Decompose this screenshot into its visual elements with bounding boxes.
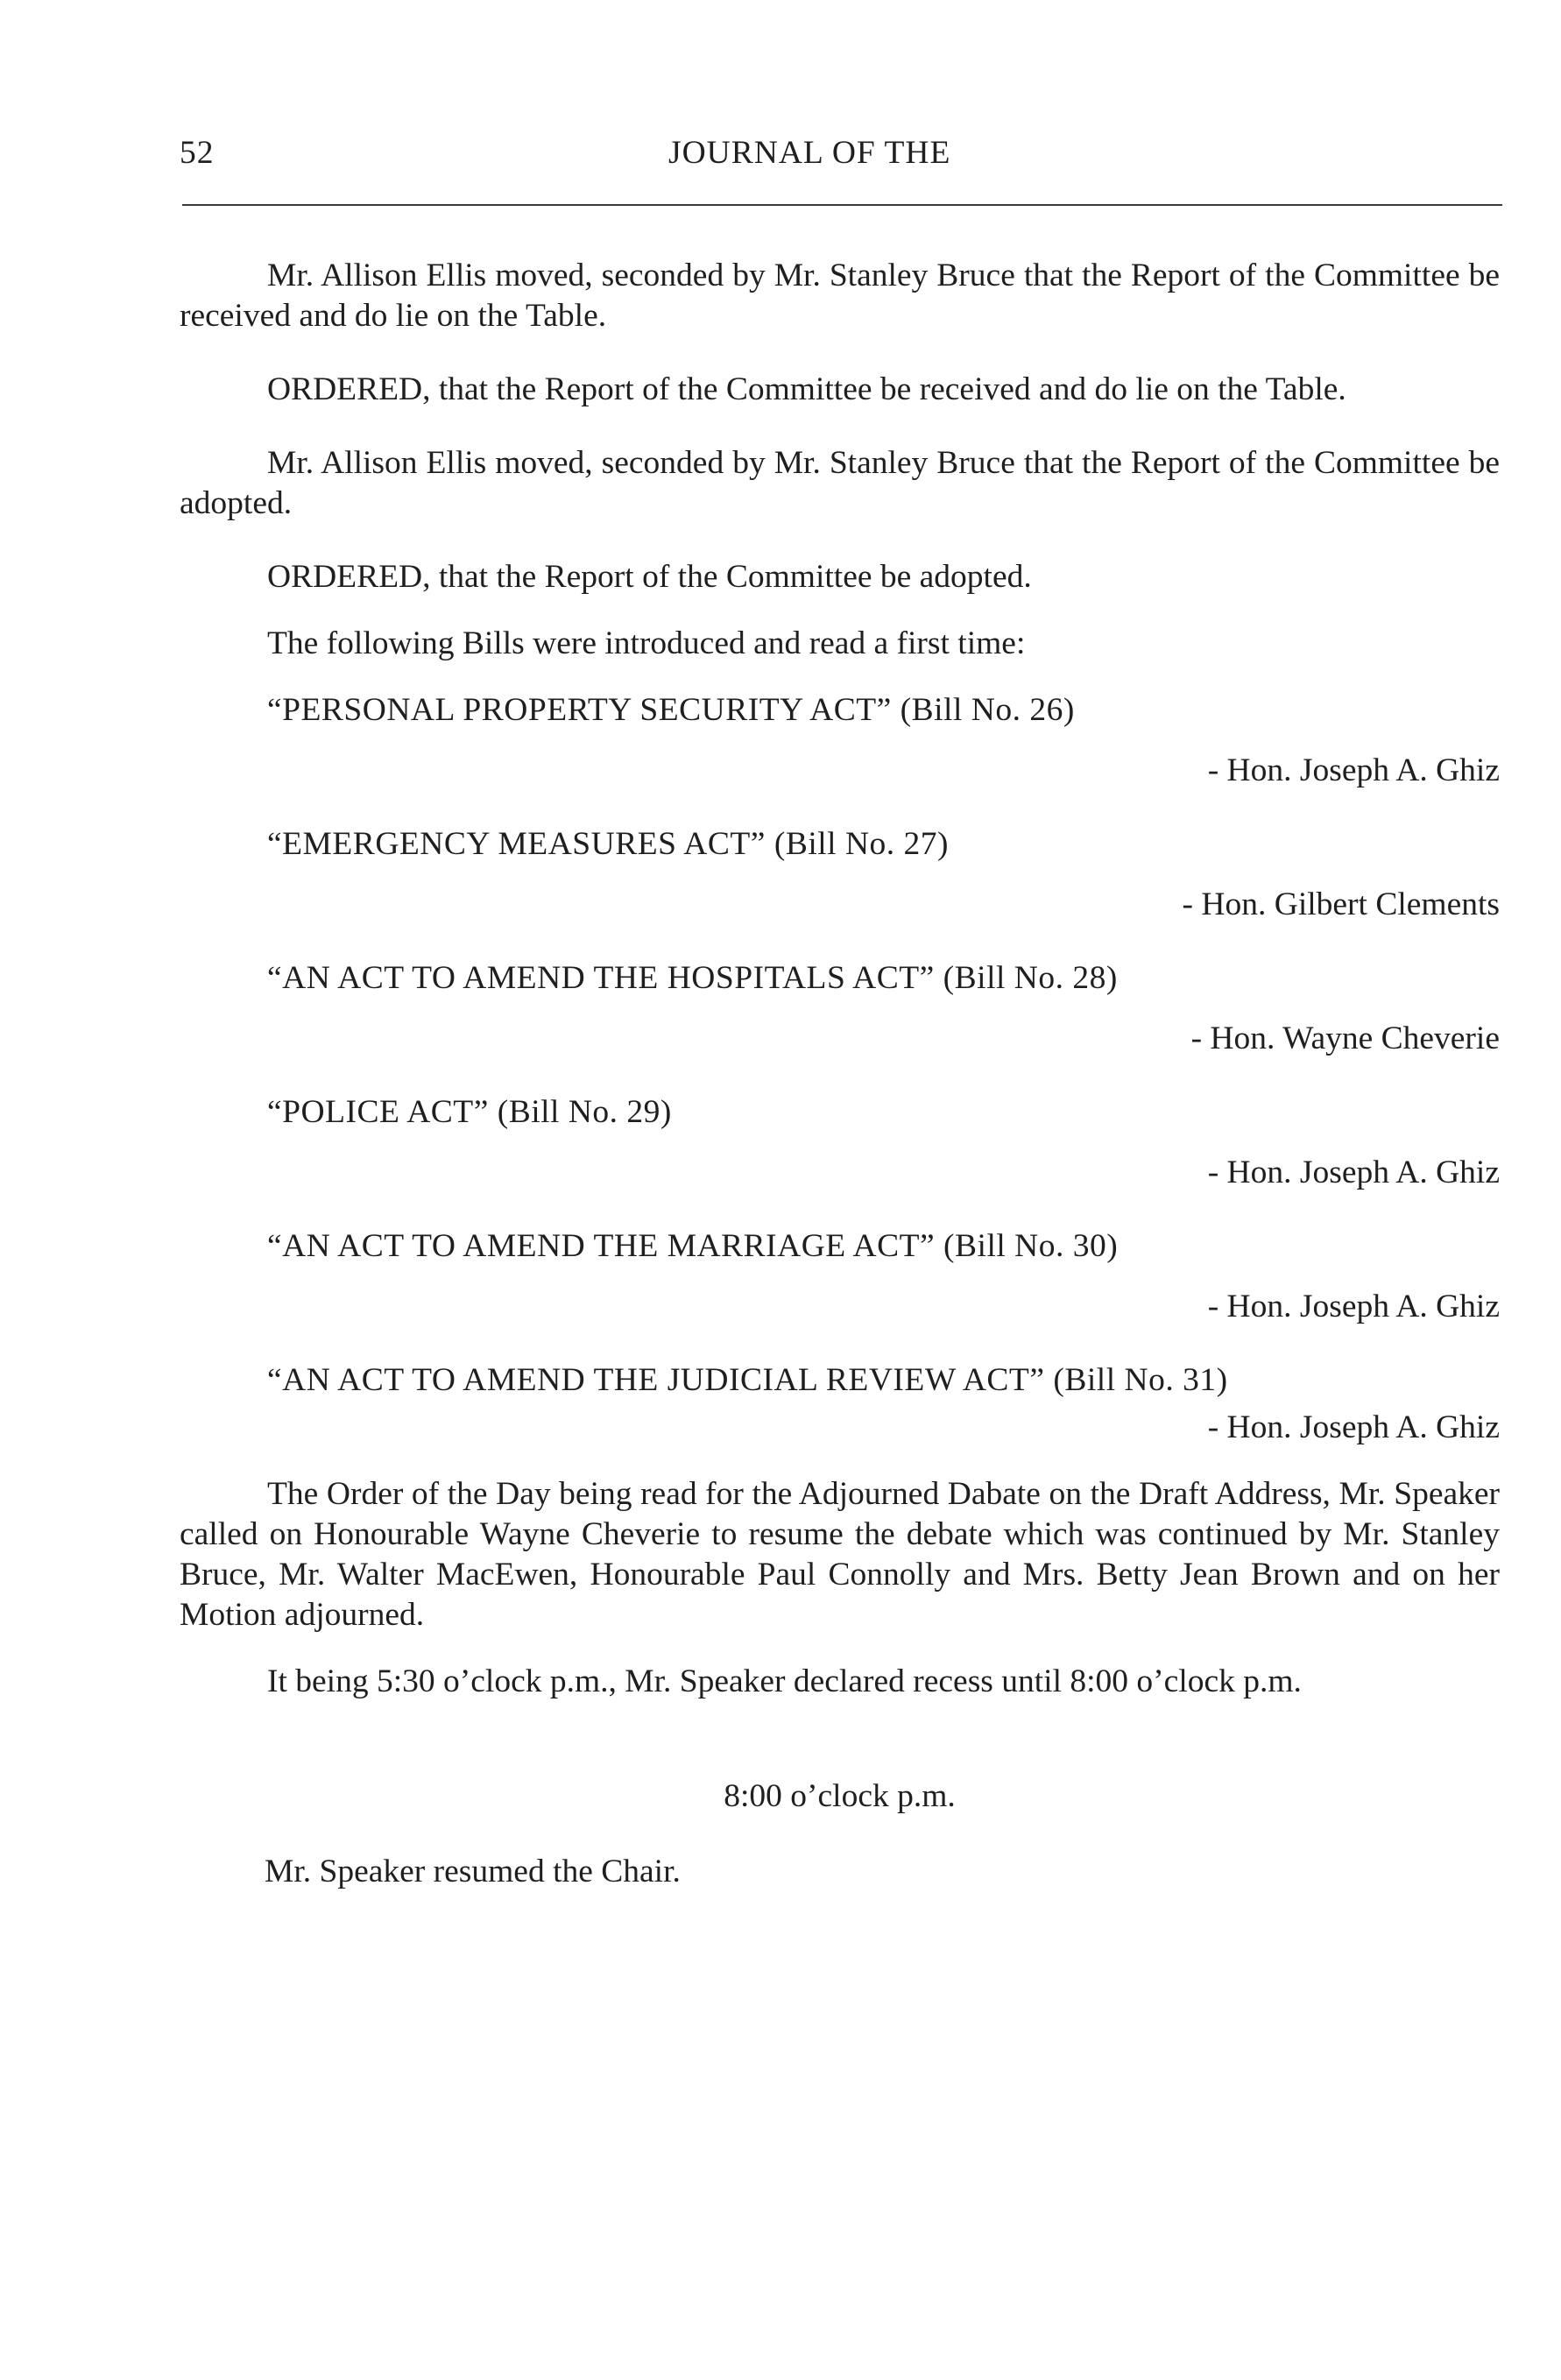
- resumed-paragraph: Mr. Speaker resumed the Chair.: [265, 1854, 681, 1889]
- ordered-received-paragraph: ORDERED, that the Report of the Committee be received and do lie on the Table.: [267, 371, 1346, 407]
- recess-paragraph: It being 5:30 o’clock p.m., Mr. Speaker declared recess until 8:00 o’clock p.m.: [267, 1663, 1302, 1699]
- motion-adopted-paragraph: Mr. Allison Ellis moved, seconded by Mr. Stanley Bruce that the Report of the Committee be adopted.: [180, 445, 1500, 521]
- bill-title: “AN ACT TO AMEND THE HOSPITALS ACT” (Bill No. 28): [267, 960, 1118, 996]
- bill-list: [180, 690, 1500, 1474]
- ordered-adopted-paragraph: ORDERED, that the Report of the Committee be adopted.: [267, 559, 1032, 595]
- bill-sponsor: - Hon. Wayne Cheverie: [1190, 1021, 1500, 1056]
- bill-item: [180, 1360, 1500, 1474]
- bill-item: [180, 824, 1500, 958]
- journal-body: [180, 256, 1500, 1892]
- page-number: 52: [180, 135, 215, 171]
- bills-intro-paragraph: The following Bills were introduced and read a first time:: [267, 625, 1026, 661]
- bill-item: [180, 690, 1500, 824]
- bill-title: “PERSONAL PROPERTY SECURITY ACT” (Bill No. 26): [267, 692, 1075, 728]
- bill-title: “EMERGENCY MEASURES ACT” (Bill No. 27): [267, 826, 950, 862]
- bill-sponsor: - Hon. Joseph A. Ghiz: [1207, 1289, 1500, 1324]
- bill-sponsor: - Hon. Joseph A. Ghiz: [1207, 752, 1500, 788]
- bill-title: “POLICE ACT” (Bill No. 29): [267, 1094, 672, 1130]
- order-of-day-paragraph: The Order of the Day being read for the Adjourned Dabate on the Draft Address, Mr. Speaker called on Honourable Wayne Cheverie to resume the debate which was continued by Mr. Stanley Bruce, Mr. Walter MacEwen, Honourable Paul Connolly and Mrs. Betty Jean Brown and on her Motion adjourned.: [180, 1476, 1500, 1633]
- bill-title: “AN ACT TO AMEND THE MARRIAGE ACT” (Bill No. 30): [267, 1228, 1119, 1264]
- running-head: JOURNAL OF THE: [668, 135, 951, 171]
- time-heading: 8:00 o’clock p.m.: [724, 1778, 956, 1814]
- bill-sponsor: - Hon. Joseph A. Ghiz: [1207, 1155, 1500, 1190]
- header-rule: [182, 204, 1502, 206]
- bill-item: [180, 958, 1500, 1092]
- bill-title: “AN ACT TO AMEND THE JUDICIAL REVIEW ACT” (Bill No. 31): [267, 1362, 1228, 1398]
- motion-received-paragraph: Mr. Allison Ellis moved, seconded by Mr. Stanley Bruce that the Report of the Committee be received and do lie on the Table.: [180, 258, 1500, 334]
- bill-item: [180, 1092, 1500, 1226]
- page-header: [180, 133, 1502, 182]
- bill-sponsor: - Hon. Gilbert Clements: [1182, 886, 1500, 922]
- bill-sponsor: - Hon. Joseph A. Ghiz: [1207, 1409, 1500, 1445]
- bill-item: [180, 1226, 1500, 1360]
